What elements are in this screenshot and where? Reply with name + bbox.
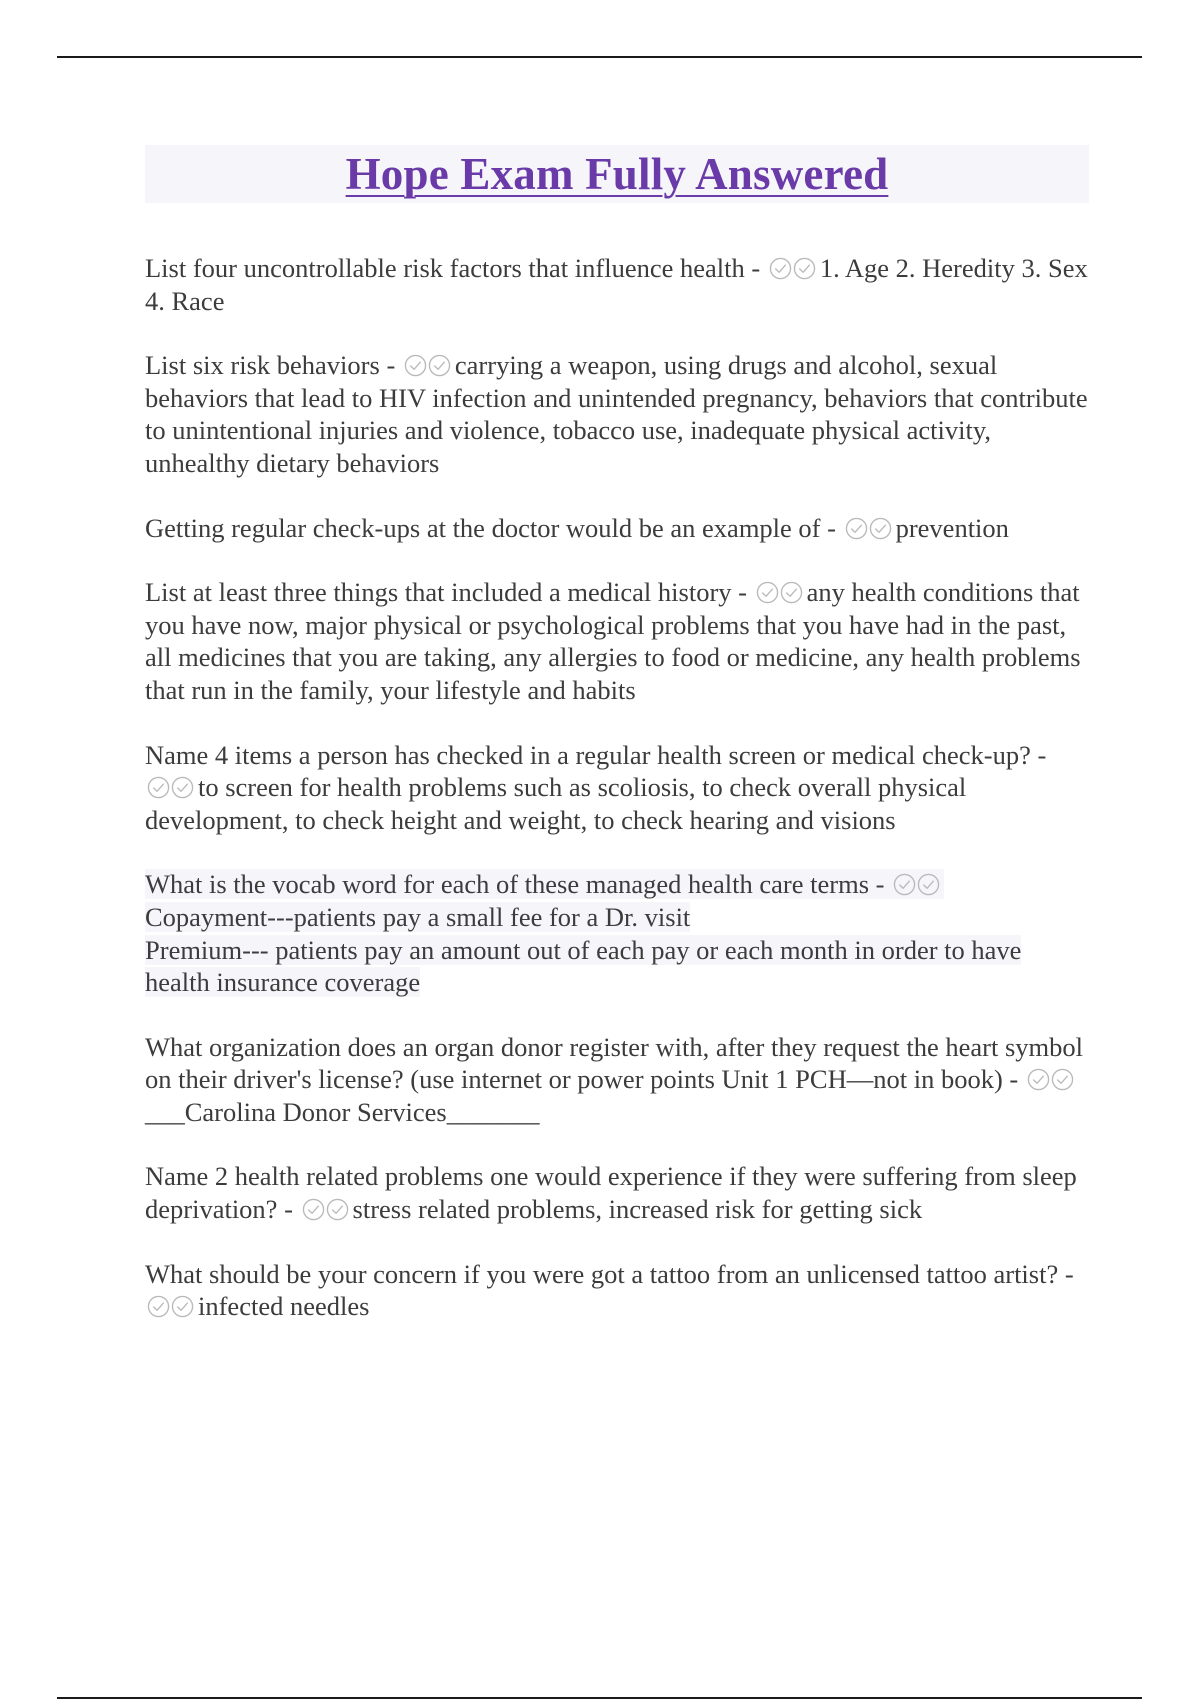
question-text: What is the vocab word for each of these managed health care terms [145,869,870,900]
qa-list [145,252,1089,1355]
question-text: List at least three things that included a medical history [145,577,732,608]
answer-text: infected needles [198,1291,370,1322]
double-check-icon [147,1295,194,1318]
qa-item: Name 4 items a person has checked in a regular health screen or medical check-up? - to screen for health problems such as scoliosis, to check overall physical development, to check height and weight, to check hearing and visions [145,739,1047,835]
double-check-icon [756,581,803,604]
question-text: Name 2 health related problems one would experience if they were suffering from sleep deprivation? [145,1161,1077,1225]
qa-item: What should be your concern if you were got a tattoo from an unlicensed tattoo artist? - infected needles [145,1258,1074,1322]
question-text: List six risk behaviors [145,350,380,381]
question-text: List four uncontrollable risk factors that influence health [145,253,745,283]
answer-text: ___Carolina Donor Services_______ [145,1096,540,1127]
document-title: Hope Exam Fully Answered [345,149,889,199]
qa-item: Name 2 health related problems one would experience if they were suffering from sleep deprivation? - stress related problems, increased risk for getting sick [145,1161,1077,1225]
qa-item: List at least three things that included a medical history - any health conditions that you have now, major physical or psychological problems that you have had in the past, all medicines that you are taking, any allergies to food or medicine, any health problems that run in the family, your lifestyle and habits [145,577,1081,705]
header-rule [57,56,1142,58]
footer-rule [57,1697,1142,1699]
double-check-icon [404,354,451,377]
qa-item: What is the vocab word for each of these managed health care terms - Copayment---patients pay a small fee for a Dr. visit Premium--- patients pay an amount out of each pay or each month in order to have health insurance coverage [145,869,1022,998]
answer-line: Premium--- patients pay an amount out of each pay or each month in order to have health insurance coverage [145,934,1022,998]
question-text: What organization does an organ donor register with, after they request the heart symbol on their driver's license? (use internet or power points Unit 1 PCH—not in book) [145,1031,1084,1095]
answer-text: to screen for health problems such as scoliosis, to check overall physical development, to check height and weight, to check hearing and visions [145,772,967,835]
qa-item: List four uncontrollable risk factors that influence health - 1. Age 2. Heredity 3. Sex 4. Race [145,253,1088,316]
question-text: Name 4 items a person has checked in a regular health screen or medical check-up? [145,739,1031,770]
qa-item: What organization does an organ donor register with, after they request the heart symbol on their driver's license? (use internet or power points Unit 1 PCH—not in book) - ___Carolina Donor Services_______ [145,1031,1084,1127]
answer-text: stress related problems, increased risk for getting sick [352,1194,923,1225]
qa-item: Getting regular check-ups at the doctor would be an example of - prevention [145,512,1009,543]
double-check-icon [302,1198,349,1221]
double-check-icon [845,517,892,540]
double-check-icon [769,257,816,280]
qa-item: List six risk behaviors - carrying a weapon, using drugs and alcohol, sexual behaviors that lead to HIV infection and unintended pregnancy, behaviors that contribute to unintentional injuries and violence, tobacco use, inadequate physical activity, unhealthy dietary behaviors [145,350,1088,478]
question-text: What should be your concern if you were got a tattoo from an unlicensed tattoo artist? [145,1258,1065,1289]
answer-text: 1. Age 2. Heredity 3. Sex 4. Race [145,253,1088,316]
question-text: Getting regular check-ups at the doctor would be an example of [145,512,821,543]
answer-text: prevention [895,512,1009,543]
answer-text: any health conditions that you have now, major physical or psychological problems that you have had in the past, all medicines that you are taking, any allergies to food or medicine, any health problems that run in the family, your lifestyle and habits [145,577,1081,705]
double-check-icon [147,776,194,799]
answer-text: carrying a weapon, using drugs and alcohol, sexual behaviors that lead to HIV infection and unintended pregnancy, behaviors that contribute to unintentional injuries and violence, tobacco use, inadequate physical activity, unhealthy dietary behaviors [145,350,1088,478]
double-check-icon [1027,1068,1074,1091]
answer-line: Copayment---patients pay a small fee for a Dr. visit [145,901,691,932]
title-band [145,145,1089,203]
double-check-icon [893,873,940,896]
